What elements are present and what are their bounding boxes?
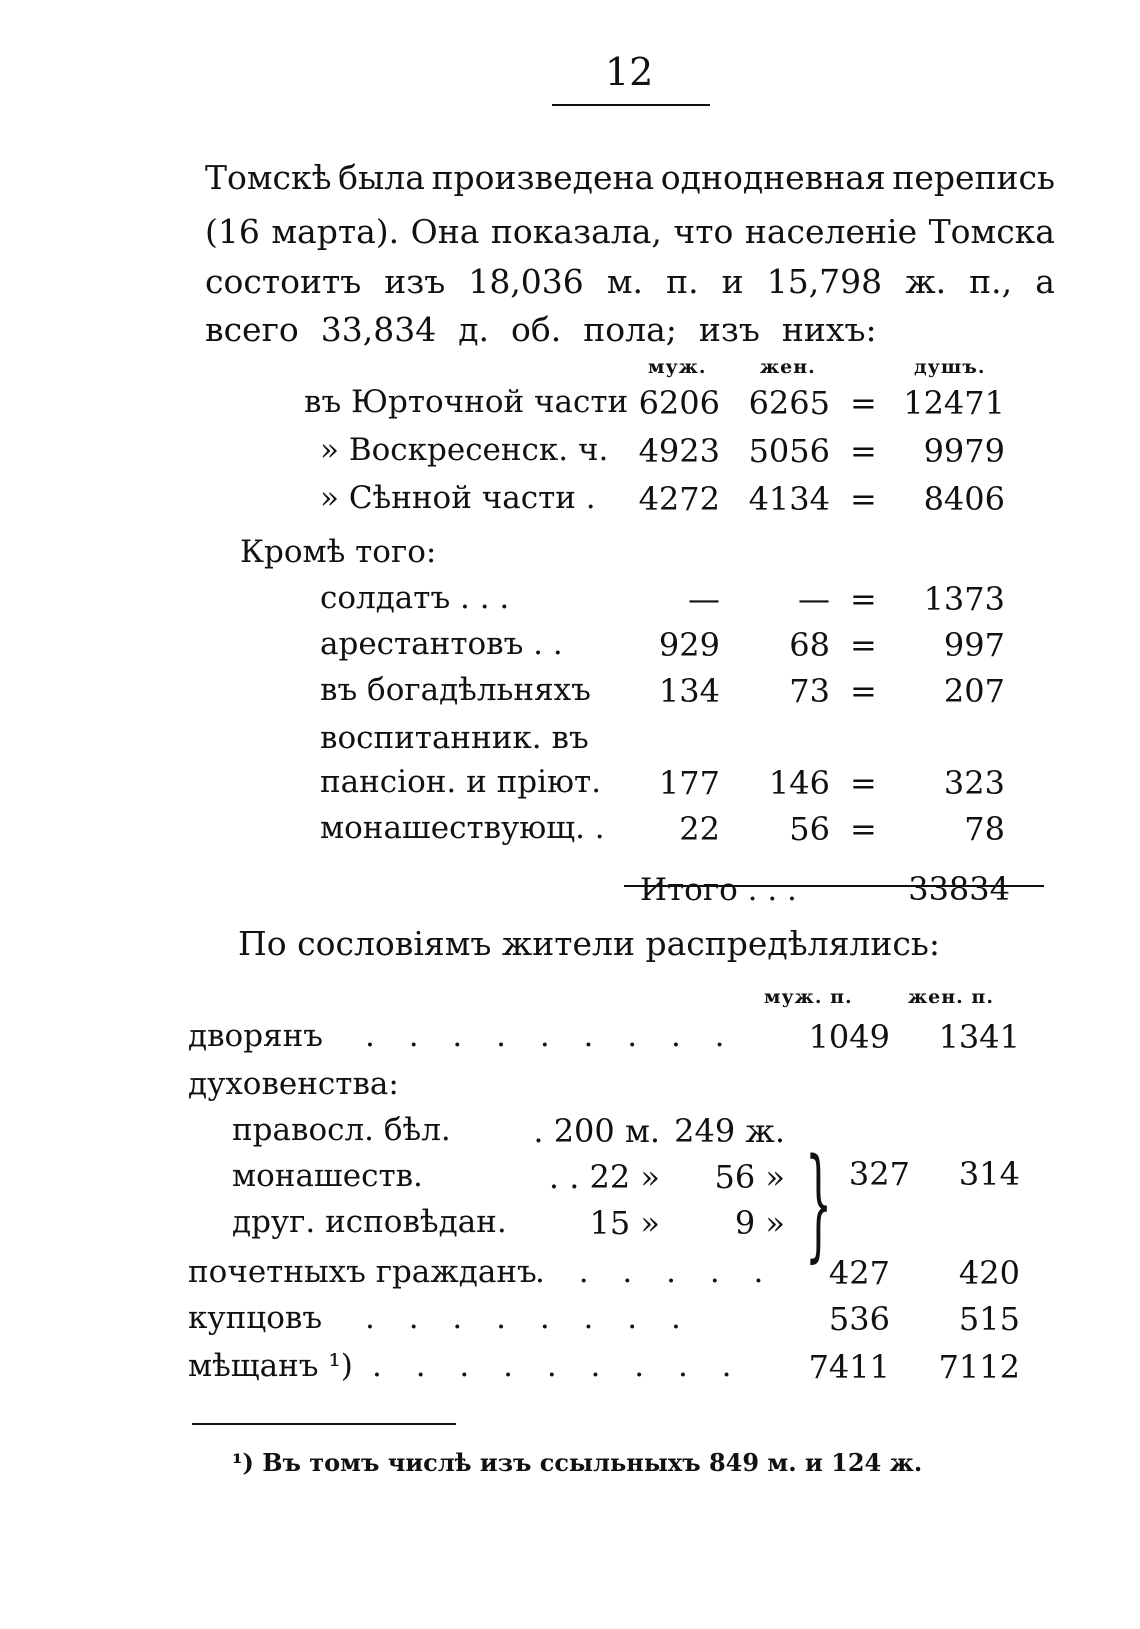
estate-male: 1049: [808, 1018, 890, 1056]
district-male: 4272: [638, 480, 720, 518]
clergy-male: . . 22 »: [548, 1158, 660, 1196]
word: всего: [205, 310, 299, 349]
word: (16: [205, 212, 260, 251]
estate-male: 427: [828, 1254, 890, 1292]
intro-line-3: [205, 262, 1055, 304]
equals-sign: =: [850, 672, 877, 710]
word: м.: [606, 262, 644, 301]
clergy-male: . 200 м.: [533, 1112, 660, 1150]
district-label: » Сѣнной части .: [320, 480, 596, 516]
clergy-total-male: 327: [848, 1155, 910, 1193]
estate-label: мѣщанъ ¹): [188, 1348, 353, 1384]
word: населеніе: [744, 212, 918, 251]
word: Томскѣ: [205, 158, 332, 197]
extra-label: воспитанник. въ: [320, 720, 589, 756]
intro-line-4: [205, 310, 1055, 352]
district-label: » Воскресенск. ч.: [320, 432, 609, 468]
extra-total: 323: [943, 764, 1005, 802]
word: пола;: [583, 310, 677, 349]
equals-sign: =: [850, 480, 877, 518]
leader-dots: . . . . . . . . .: [365, 1018, 737, 1054]
equals-sign: =: [850, 432, 877, 470]
clergy-female: 249 ж.: [674, 1112, 785, 1150]
district-female: 4134: [748, 480, 830, 518]
extra-total: 207: [943, 672, 1005, 710]
estate-female: 7112: [938, 1348, 1020, 1386]
word: нихъ:: [781, 310, 877, 349]
district-total: 8406: [923, 480, 1005, 518]
estate-male: 7411: [808, 1348, 890, 1386]
word: д.: [458, 310, 490, 349]
clergy-female: 9 »: [734, 1204, 785, 1242]
extra-total: 78: [964, 810, 1005, 848]
estate-label: духовенства:: [188, 1066, 399, 1102]
district-female: 5056: [748, 432, 830, 470]
page-number: 12: [605, 50, 654, 94]
besides-label: Кромѣ того:: [240, 534, 437, 570]
estates-header-female: жен. п.: [908, 986, 994, 1008]
extra-label: солдатъ . . .: [320, 580, 510, 616]
extra-total: 997: [943, 626, 1005, 664]
extra-male: —: [688, 580, 720, 618]
district-male: 6206: [638, 384, 720, 422]
equals-sign: =: [850, 580, 877, 618]
extra-label: пансіон. и пріют.: [320, 764, 602, 800]
extra-female: —: [798, 580, 830, 618]
extra-total: 1373: [923, 580, 1005, 618]
word: что: [673, 212, 734, 251]
word: и: [721, 262, 744, 301]
total-label: Итого . . .: [640, 872, 797, 908]
word: была: [338, 158, 425, 197]
district-total: 9979: [923, 432, 1005, 470]
clergy-label: правосл. бѣл.: [232, 1112, 451, 1148]
equals-sign: =: [850, 810, 877, 848]
estates-intro: По сословіямъ жители распредѣлялись:: [238, 924, 940, 963]
district-total: 12471: [903, 384, 1005, 422]
extra-male: 134: [658, 672, 720, 710]
estate-female: 515: [958, 1300, 1020, 1338]
page-number-rule: [552, 104, 710, 106]
word: состоитъ: [205, 262, 362, 301]
word: 15,798: [766, 262, 883, 301]
estate-female: 1341: [938, 1018, 1020, 1056]
header-male: муж.: [648, 356, 707, 378]
word: изъ: [698, 310, 760, 349]
leader-dots: . . . . . . . . .: [372, 1348, 744, 1384]
extra-female: 146: [768, 764, 830, 802]
word: произведена: [431, 158, 655, 197]
word: перепись: [892, 158, 1055, 197]
extra-female: 73: [789, 672, 830, 710]
extra-female: 68: [789, 626, 830, 664]
word: показала,: [490, 212, 662, 251]
estate-label: дворянъ: [188, 1018, 323, 1054]
estate-male: 536: [828, 1300, 890, 1338]
word: Она: [410, 212, 480, 251]
intro-line-1: [205, 158, 1055, 200]
intro-line-2: [205, 212, 1055, 254]
district-female: 6265: [748, 384, 830, 422]
total-value: 33834: [908, 870, 1010, 908]
word: 33,834: [320, 310, 437, 349]
district-male: 4923: [638, 432, 720, 470]
word: п.: [666, 262, 699, 301]
extra-female: 56: [789, 810, 830, 848]
leader-dots: . . . . . .: [535, 1254, 776, 1290]
clergy-total-female: 314: [958, 1155, 1020, 1193]
estate-label: почетныхъ гражданъ: [188, 1254, 537, 1290]
estate-female: 420: [958, 1254, 1020, 1292]
word: п.,: [969, 262, 1013, 301]
equals-sign: =: [850, 384, 877, 422]
equals-sign: =: [850, 764, 877, 802]
word: однодневная: [660, 158, 886, 197]
leader-dots: . . . . . . . .: [365, 1300, 693, 1336]
word: марта).: [271, 212, 400, 251]
word: а: [1035, 262, 1055, 301]
footnote: ¹) Въ томъ числѣ изъ ссыльныхъ 849 м. и 124 ж.: [232, 1448, 923, 1477]
extra-male: 22: [679, 810, 720, 848]
extra-male: 177: [658, 764, 720, 802]
clergy-male: 15 »: [589, 1204, 660, 1242]
clergy-female: 56 »: [714, 1158, 785, 1196]
clergy-label: монашеств.: [232, 1158, 423, 1194]
word: изъ: [384, 262, 446, 301]
equals-sign: =: [850, 626, 877, 664]
extra-label: арестантовъ . .: [320, 626, 563, 662]
extra-label: монашествующ. .: [320, 810, 605, 846]
word: Томска: [928, 212, 1055, 251]
clergy-brace: }: [805, 1132, 833, 1274]
clergy-label: друг. исповѣдан.: [232, 1204, 507, 1240]
header-female: жен.: [760, 356, 816, 378]
extra-male: 929: [658, 626, 720, 664]
word: 18,036: [468, 262, 584, 301]
footnote-rule: [192, 1423, 456, 1425]
estates-header-male: муж. п.: [764, 986, 853, 1008]
extra-label: въ богадѣльняхъ: [320, 672, 591, 708]
word: об.: [511, 310, 562, 349]
word: ж.: [905, 262, 947, 301]
header-souls: душъ.: [914, 356, 986, 378]
district-label: въ Юрточной части: [304, 384, 629, 420]
estate-label: купцовъ: [188, 1300, 323, 1336]
